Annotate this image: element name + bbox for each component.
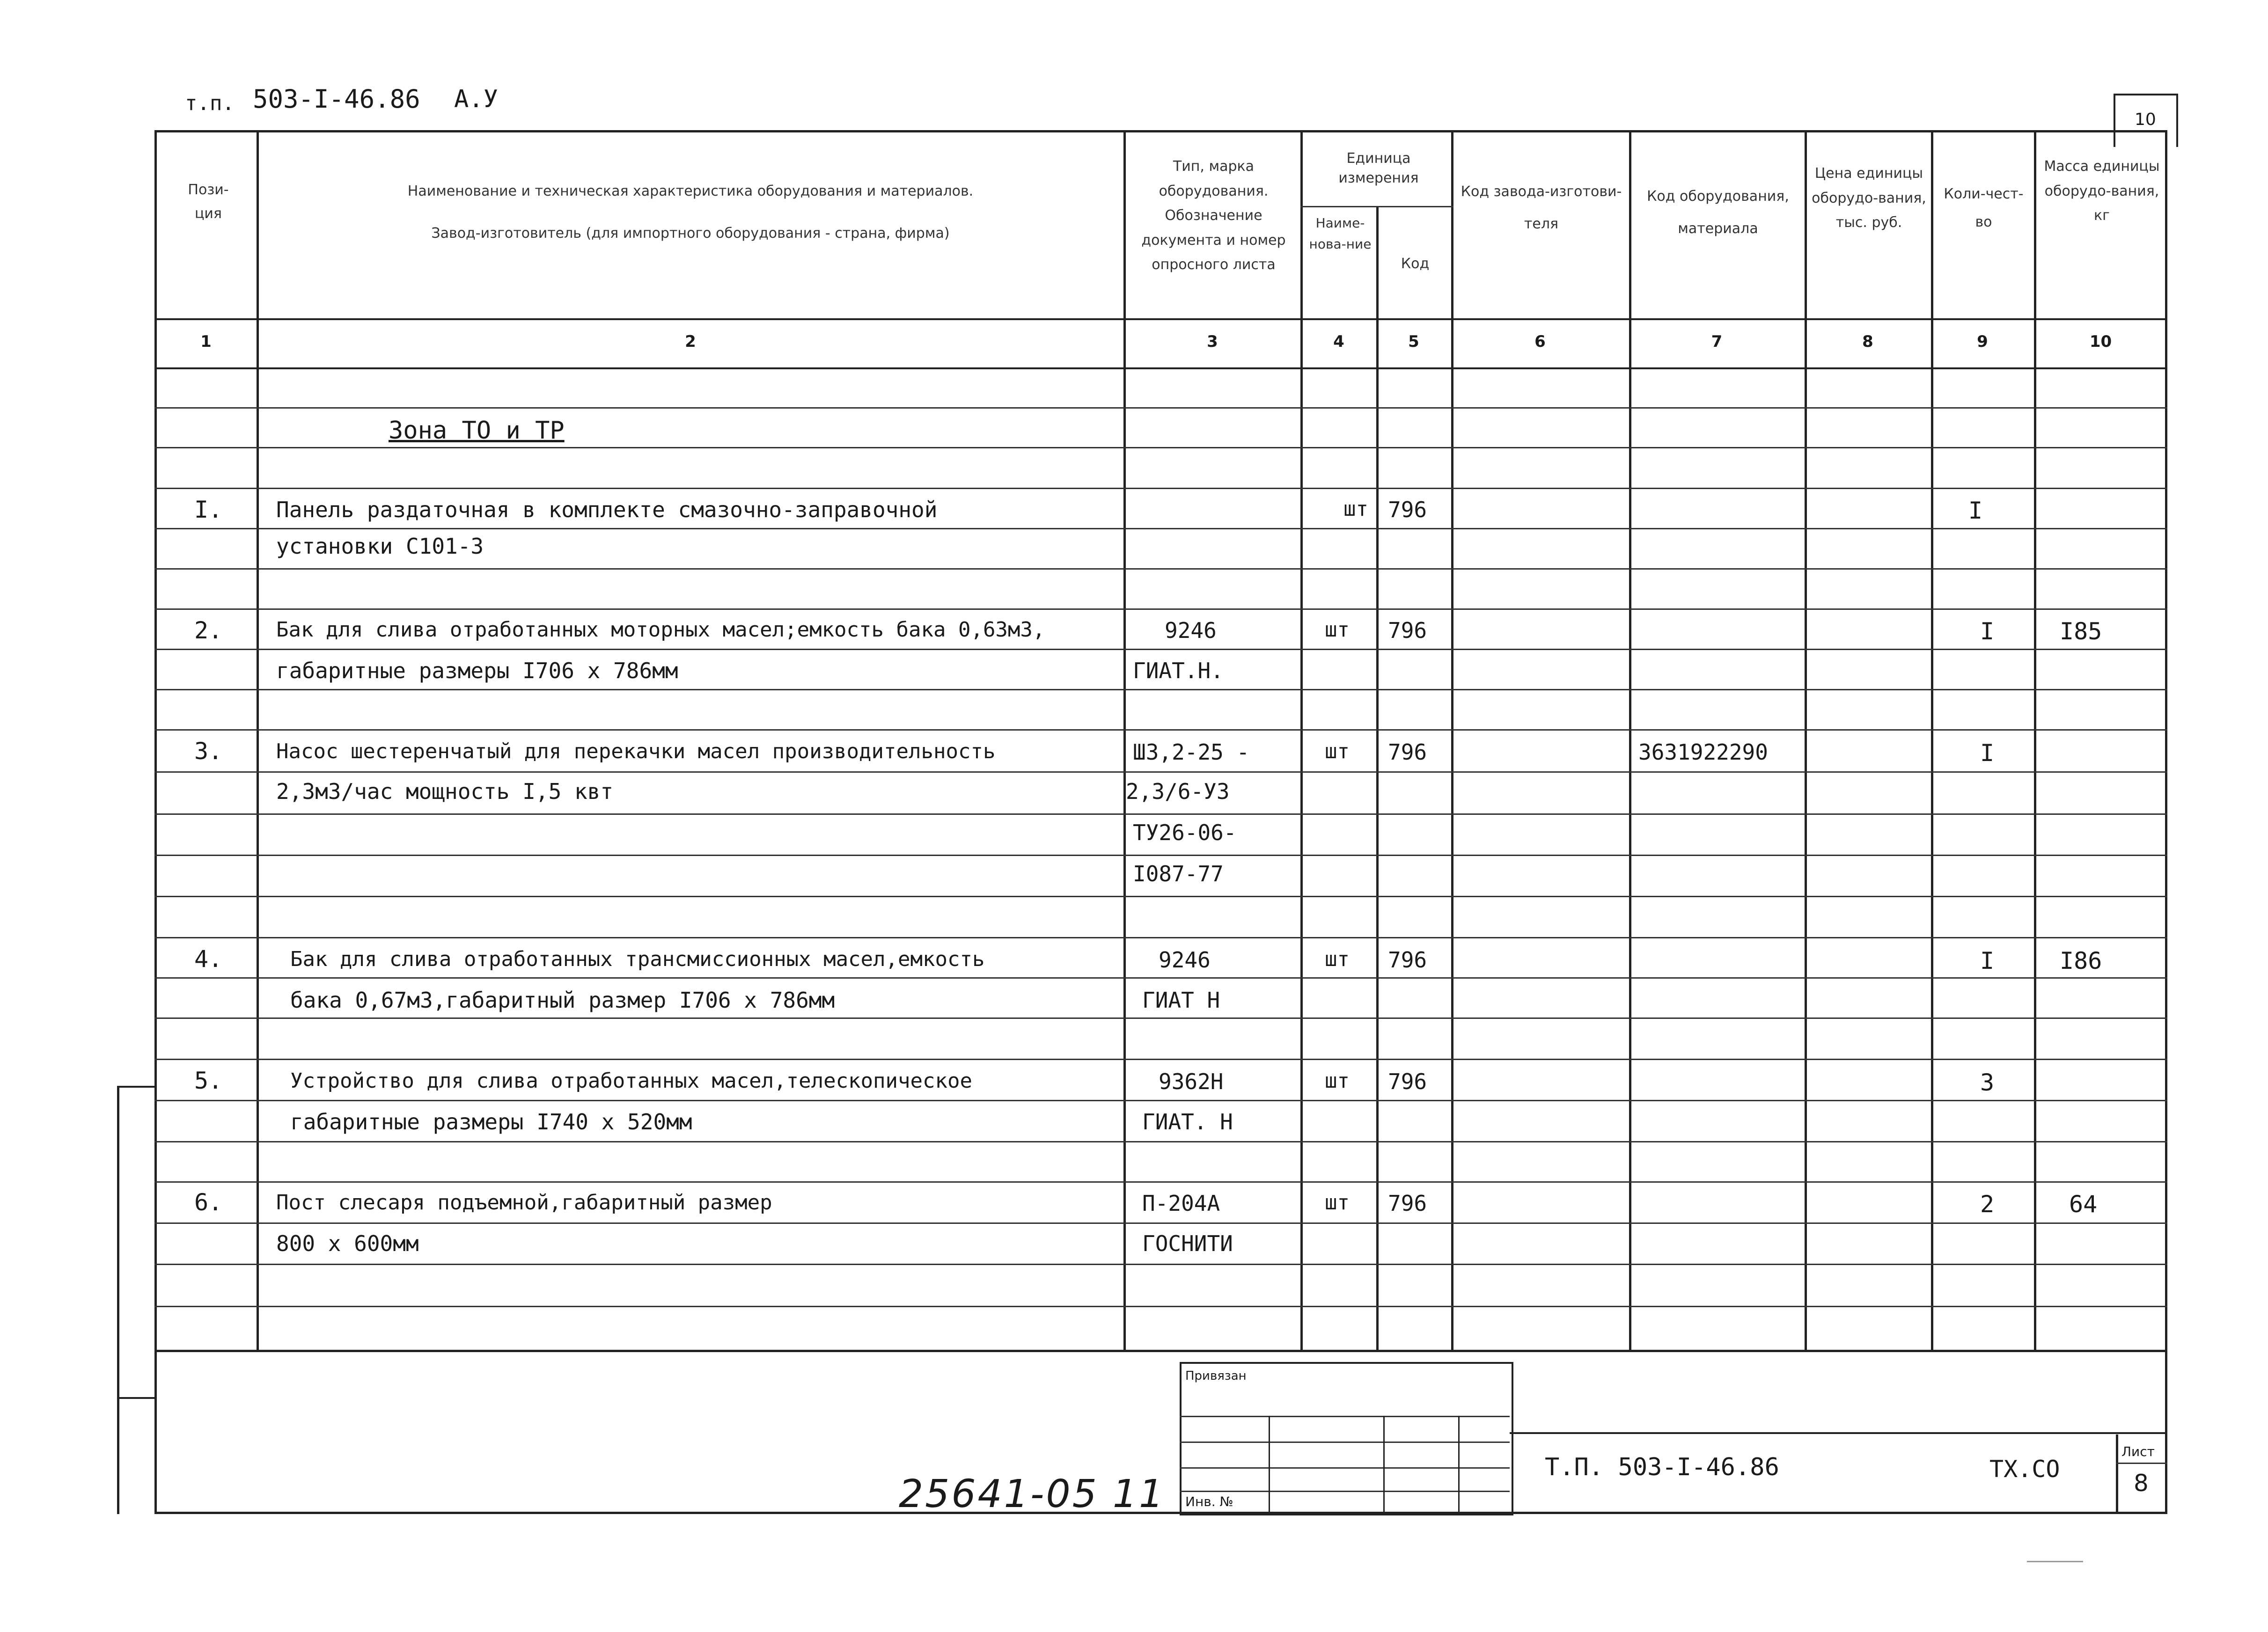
unit-header-divider: [1300, 206, 1453, 207]
inventory-label: Инв. №: [1185, 1494, 1233, 1509]
row-divider: [154, 488, 2167, 489]
row-unit: шт: [1325, 947, 1350, 971]
row-divider: [154, 1017, 2167, 1019]
row-position: 2.: [194, 617, 223, 644]
row-position: 4.: [194, 945, 223, 973]
row-name-line2: габаритные размеры I740 x 520мм: [290, 1109, 692, 1134]
col-number: 2: [685, 332, 696, 351]
col-header-position: Пози-ция: [188, 182, 229, 222]
row-mass: I86: [2060, 947, 2102, 974]
row-mass: 64: [2069, 1191, 2098, 1218]
row-type-line2: ГОСНИТИ: [1142, 1231, 1233, 1256]
row-divider: [154, 528, 2167, 529]
stamp-divider: [1269, 1416, 1270, 1512]
row-type-line4: I087-77: [1133, 861, 1224, 886]
row-name-line1: Бак для слива отработанных моторных масел;емкость бака 0,63м3,: [276, 618, 1045, 642]
row-divider: [154, 1059, 2167, 1060]
stamp-divider: [1180, 1491, 1510, 1492]
row-position: 6.: [194, 1189, 223, 1216]
row-position: 5.: [194, 1067, 223, 1094]
row-type-line1: 9362Н: [1159, 1069, 1224, 1094]
col-divider: [257, 130, 259, 1352]
row-divider: [154, 1306, 2167, 1307]
row-unit: шт: [1325, 1069, 1350, 1093]
sheet-number: 8: [2134, 1470, 2149, 1497]
row-divider: [154, 407, 2167, 409]
row-name-line2: 2,3м3/час мощность I,5 квт: [276, 779, 614, 804]
row-quantity: I: [1980, 947, 1995, 974]
row-quantity: I: [1980, 618, 1995, 645]
col-number: 10: [2089, 332, 2112, 351]
binding-stamp: [1180, 1362, 1513, 1515]
stamp-divider: [1383, 1416, 1385, 1512]
row-divider: [154, 1141, 2167, 1142]
col-header-name-line2: Завод-изготовитель (для импортного оборудования - страна, фирма): [431, 225, 950, 242]
row-unit: шт: [1343, 497, 1368, 521]
row-quantity: I: [1968, 497, 1983, 524]
row-type-line3: ТУ26-06-: [1133, 820, 1237, 845]
stamp-divider: [1458, 1416, 1460, 1512]
row-type-line1: П-204А: [1142, 1191, 1220, 1216]
row-divider: [154, 608, 2167, 610]
row-type-line2: ГИАТ Н: [1142, 988, 1220, 1013]
row-type-line1: Ш3,2-25 -: [1133, 739, 1250, 765]
section-title: Зона ТО и ТР: [389, 417, 565, 445]
col-header-price: Цена единицы оборудо-вания, тыс. руб.: [1812, 165, 1926, 231]
col-header-plant-code: Код завода-изготови-теля: [1461, 183, 1622, 232]
row-mass: I85: [2060, 618, 2102, 645]
row-divider: [154, 813, 2167, 815]
row-divider: [154, 1264, 2167, 1265]
row-name-line1: Панель раздаточная в комплекте смазочно-заправочной: [276, 497, 938, 522]
row-divider: [154, 689, 2167, 690]
scan-mark: [2027, 1561, 2083, 1562]
series-code: 503-I-46.86: [253, 84, 420, 114]
sheet-box-divider: [2116, 1434, 2118, 1514]
row-name-line1: Пост слесаря подъемной,габаритный размер: [276, 1191, 772, 1215]
row-type-line2: ГИАТ. Н: [1142, 1109, 1233, 1134]
row-divider: [154, 855, 2167, 856]
row-name-line2: установки С101-3: [276, 534, 484, 559]
stamp-divider: [1180, 1416, 1510, 1417]
margin-line: [117, 1086, 119, 1514]
col-header-unit-name: Наиме-нова-ние: [1309, 215, 1372, 252]
col-divider: [1629, 130, 1631, 1352]
col-number: 6: [1534, 332, 1546, 351]
sheet-box-divider: [2116, 1463, 2167, 1464]
col-number: 3: [1207, 332, 1218, 351]
col-divider: [1805, 130, 1807, 1352]
row-name-line1: Насос шестеренчатый для перекачки масел производительность: [276, 739, 996, 763]
stamp-divider: [1180, 1442, 1510, 1443]
col-header-mass: Масса единицы оборудо-вания, кг: [2044, 158, 2160, 224]
row-unit-code: 796: [1388, 1069, 1427, 1094]
row-divider: [154, 937, 2167, 938]
header-divider: [154, 318, 2167, 320]
row-type-line2: 2,3/6-У3: [1126, 779, 1230, 804]
row-unit-code: 796: [1388, 947, 1427, 973]
row-divider: [154, 1181, 2167, 1183]
col-divider: [1451, 130, 1453, 1352]
row-name-line1: Устройство для слива отработанных масел,телескопическое: [290, 1069, 972, 1093]
row-quantity: I: [1980, 739, 1995, 767]
row-divider: [154, 649, 2167, 650]
row-name-line2: 800 x 600мм: [276, 1231, 419, 1256]
page-mark: 10: [2135, 110, 2156, 129]
album-mark: А.У: [454, 85, 498, 113]
col-divider: [1376, 206, 1379, 1352]
col-header-name-line1: Наименование и техническая характеристика оборудования и материалов.: [407, 183, 974, 199]
row-quantity: 2: [1980, 1191, 1995, 1218]
col-number: 9: [1977, 332, 1988, 351]
sheet-label: Лист: [2121, 1444, 2155, 1459]
row-position: I.: [194, 496, 223, 523]
row-quantity: 3: [1980, 1069, 1995, 1096]
row-divider: [154, 896, 2167, 897]
row-unit-code: 796: [1388, 739, 1427, 765]
col-number: 5: [1408, 332, 1419, 351]
row-name-line2: бака 0,67м3,габаритный размер I706 x 786мм: [290, 988, 835, 1013]
row-equipment-code: 3631922290: [1638, 739, 1768, 765]
row-divider: [154, 729, 2167, 731]
col-divider: [1931, 130, 1933, 1352]
row-unit-code: 796: [1388, 1191, 1427, 1216]
stamp-divider: [1180, 1467, 1510, 1469]
row-divider: [154, 977, 2167, 979]
col-header-unit-code: Код: [1401, 256, 1430, 272]
row-type-line1: 9246: [1159, 947, 1211, 973]
series-prefix: т.п.: [185, 91, 235, 115]
row-divider: [154, 447, 2167, 448]
row-position: 3.: [194, 738, 223, 765]
col-header-type: Тип, марка оборудования. Обозначение документа и номер опросного листа: [1141, 158, 1286, 273]
row-name-line1: Бак для слива отработанных трансмиссионных масел,емкость: [290, 947, 985, 971]
title-block-divider: [1510, 1432, 2167, 1434]
row-unit: шт: [1325, 739, 1350, 763]
margin-line: [117, 1086, 157, 1088]
col-divider: [1123, 130, 1126, 1352]
margin-line: [117, 1397, 157, 1399]
handwritten-archive-number: 25641-05 11: [899, 1472, 1166, 1516]
row-divider: [154, 1222, 2167, 1224]
col-number: 8: [1862, 332, 1873, 351]
row-divider: [154, 1100, 2167, 1101]
document-mark: ТХ.СО: [1989, 1456, 2060, 1483]
row-name-line2: габаритные размеры I706 x 786мм: [276, 658, 678, 683]
row-unit: шт: [1325, 618, 1350, 642]
row-divider: [154, 568, 2167, 570]
col-divider: [2034, 130, 2036, 1352]
document-designation: Т.П. 503-I-46.86: [1545, 1453, 1779, 1481]
row-unit-code: 796: [1388, 497, 1427, 522]
binding-stamp-label: Привязан: [1185, 1369, 1247, 1383]
col-header-quantity: Коли-чест-во: [1944, 186, 2024, 230]
row-unit-code: 796: [1388, 618, 1427, 643]
col-number: 1: [200, 332, 212, 351]
row-divider: [154, 771, 2167, 773]
row-type-line2: ГИАТ.Н.: [1133, 658, 1224, 683]
row-unit: шт: [1325, 1191, 1350, 1215]
col-number: 7: [1711, 332, 1723, 351]
col-number: 4: [1333, 332, 1344, 351]
header-divider: [154, 367, 2167, 369]
col-header-unit: Единица измерения: [1338, 150, 1419, 186]
col-divider: [1300, 130, 1303, 1352]
row-type-line1: 9246: [1165, 618, 1217, 643]
col-header-equipment-code: Код оборудования, материала: [1647, 188, 1789, 237]
